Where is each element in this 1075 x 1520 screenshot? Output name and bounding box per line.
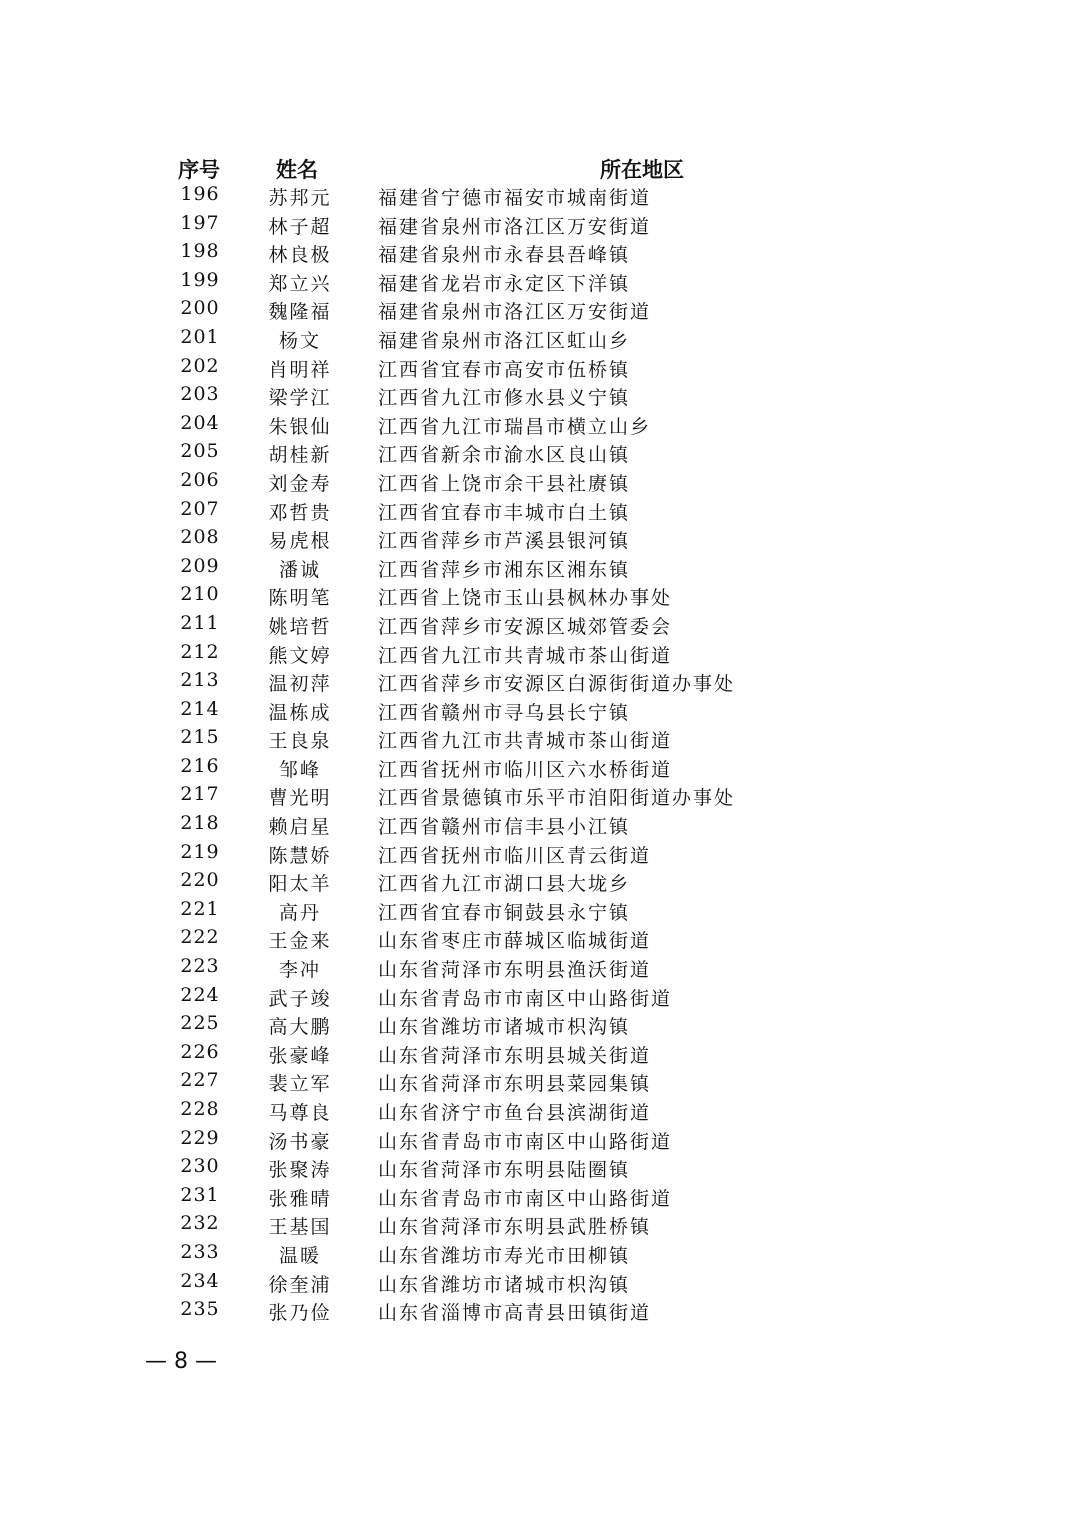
- cell-seq: 197: [180, 211, 220, 234]
- cell-name: 马尊良: [268, 1102, 332, 1124]
- table-body: [0, 181, 1075, 1325]
- cell-seq: 234: [180, 1269, 220, 1292]
- table-row: [0, 753, 1075, 782]
- table-row: [0, 724, 1075, 753]
- cell-region: 江西省宜春市高安市伍桥镇: [378, 358, 631, 381]
- cell-name: 王金来: [268, 930, 332, 953]
- cell-name: 张乃俭: [268, 1302, 332, 1325]
- cell-name: 朱银仙: [268, 415, 332, 438]
- cell-region: 江西省上饶市余干县社赓镇: [378, 472, 631, 495]
- cell-name: 肖明祥: [268, 358, 332, 381]
- cell-seq: 231: [180, 1183, 220, 1206]
- cell-region: 江西省宜春市铜鼓县永宁镇: [378, 901, 631, 924]
- cell-seq: 196: [180, 183, 220, 205]
- cell-name: 潘诚: [278, 558, 321, 581]
- cell-seq: 200: [180, 297, 220, 320]
- cell-region: 福建省泉州市洛江区万安街道: [378, 301, 652, 324]
- table-row: [0, 324, 1075, 353]
- cell-region: 山东省菏泽市东明县菜园集镇: [378, 1073, 652, 1096]
- table-row: [0, 1010, 1075, 1039]
- table-row: [0, 896, 1075, 925]
- cell-region: 福建省宁德市福安市城南街道: [378, 187, 652, 209]
- table-row: [0, 982, 1075, 1011]
- cell-seq: 213: [180, 669, 220, 692]
- cell-region: 江西省九江市共青城市茶山街道: [378, 644, 673, 667]
- cell-name: 温初萍: [268, 673, 332, 696]
- header-region: 所在地区: [600, 158, 684, 182]
- table-row: [0, 524, 1075, 553]
- table-row: [0, 181, 1075, 210]
- cell-name: 邓哲贵: [268, 501, 332, 524]
- cell-seq: 204: [180, 411, 220, 434]
- cell-name: 张雅晴: [268, 1187, 332, 1210]
- table-row: [0, 1039, 1075, 1068]
- cell-name: 陈明笔: [268, 587, 332, 610]
- table-row: [0, 839, 1075, 868]
- table-row: [0, 410, 1075, 439]
- cell-name: 裴立军: [268, 1073, 332, 1096]
- cell-region: 山东省菏泽市东明县城关街道: [378, 1044, 652, 1067]
- cell-region: 江西省九江市瑞昌市横立山乡: [378, 415, 652, 438]
- cell-seq: 201: [180, 325, 220, 348]
- cell-region: 山东省济宁市鱼台县滨湖街道: [378, 1102, 652, 1124]
- cell-seq: 202: [180, 354, 220, 377]
- cell-name: 郑立兴: [268, 272, 332, 295]
- table-row: [0, 210, 1075, 239]
- cell-seq: 219: [180, 840, 220, 863]
- cell-seq: 221: [180, 897, 220, 920]
- table-row: [0, 295, 1075, 324]
- header-name: 姓名: [276, 158, 318, 182]
- cell-region: 福建省泉州市洛江区虹山乡: [378, 329, 631, 352]
- cell-name: 赖启星: [268, 816, 332, 839]
- cell-name: 魏隆福: [268, 301, 332, 324]
- cell-name: 胡桂新: [268, 444, 332, 467]
- cell-seq: 223: [180, 955, 220, 978]
- cell-region: 江西省新余市渝水区良山镇: [378, 444, 631, 467]
- table-row: [0, 924, 1075, 953]
- cell-name: 王良泉: [268, 730, 332, 753]
- cell-region: 山东省菏泽市东明县武胜桥镇: [378, 1216, 652, 1239]
- table-row: [0, 1239, 1075, 1268]
- table-row: [0, 1296, 1075, 1325]
- table-row: [0, 867, 1075, 896]
- cell-region: 山东省潍坊市寿光市田柳镇: [378, 1244, 631, 1267]
- cell-name: 梁学江: [268, 387, 332, 410]
- cell-name: 陈慧娇: [268, 844, 332, 867]
- cell-name: 曹光明: [268, 787, 332, 810]
- table-row: [0, 1067, 1075, 1096]
- cell-seq: 215: [180, 726, 220, 749]
- cell-name: 武子竣: [268, 987, 332, 1010]
- table-row: [0, 467, 1075, 496]
- cell-region: 山东省菏泽市东明县渔沃街道: [378, 959, 652, 982]
- cell-name: 张豪峰: [268, 1044, 332, 1067]
- cell-seq: 235: [180, 1298, 220, 1321]
- cell-seq: 199: [180, 268, 220, 291]
- cell-region: 福建省龙岩市永定区下洋镇: [378, 272, 631, 295]
- table-row: [0, 496, 1075, 525]
- cell-seq: 218: [180, 812, 220, 835]
- table-row: [0, 353, 1075, 382]
- cell-seq: 211: [180, 611, 220, 634]
- cell-seq: 207: [180, 497, 220, 520]
- cell-name: 杨文: [278, 329, 321, 352]
- cell-region: 福建省泉州市洛江区万安街道: [378, 215, 652, 238]
- table-row: [0, 1096, 1075, 1125]
- cell-name: 张聚涛: [268, 1159, 332, 1182]
- cell-seq: 233: [180, 1240, 220, 1263]
- cell-region: 山东省菏泽市东明县陆圈镇: [378, 1159, 631, 1182]
- table-row: [0, 810, 1075, 839]
- cell-region: 江西省赣州市信丰县小江镇: [378, 816, 631, 839]
- table-row: [0, 696, 1075, 725]
- page-number: — 8 —: [145, 1349, 217, 1374]
- table-row: [0, 553, 1075, 582]
- cell-region: 江西省赣州市寻乌县长宁镇: [378, 701, 631, 724]
- cell-seq: 220: [180, 869, 220, 892]
- cell-name: 易虎根: [268, 530, 332, 553]
- cell-region: 江西省上饶市玉山县枫林办事处: [378, 587, 673, 610]
- cell-region: 山东省枣庄市薛城区临城街道: [378, 930, 652, 953]
- cell-name: 林子超: [268, 215, 332, 238]
- cell-seq: 208: [180, 526, 220, 549]
- cell-seq: 206: [180, 468, 220, 491]
- cell-region: 江西省萍乡市安源区城郊管委会: [378, 615, 673, 638]
- cell-region: 江西省九江市共青城市茶山街道: [378, 730, 673, 753]
- cell-name: 王基国: [268, 1216, 332, 1239]
- table-row: [0, 1268, 1075, 1297]
- table-row: [0, 667, 1075, 696]
- cell-seq: 222: [180, 926, 220, 949]
- table-row: [0, 1125, 1075, 1154]
- cell-seq: 232: [180, 1212, 220, 1235]
- cell-region: 江西省宜春市丰城市白土镇: [378, 501, 631, 524]
- table-row: [0, 781, 1075, 810]
- cell-region: 江西省萍乡市湘东区湘东镇: [378, 558, 631, 581]
- cell-region: 山东省青岛市市南区中山路街道: [378, 987, 673, 1010]
- cell-name: 林良极: [268, 244, 332, 267]
- table-row: [0, 639, 1075, 668]
- cell-name: 高大鹏: [268, 1016, 332, 1039]
- cell-seq: 209: [180, 554, 220, 577]
- cell-region: 山东省淄博市高青县田镇街道: [378, 1302, 652, 1325]
- header-seq: 序号: [178, 158, 220, 182]
- cell-seq: 210: [180, 583, 220, 606]
- cell-name: 温栋成: [268, 701, 332, 724]
- cell-region: 江西省九江市修水县义宁镇: [378, 387, 631, 410]
- table-row: [0, 381, 1075, 410]
- cell-name: 高丹: [278, 901, 321, 924]
- cell-name: 温暖: [278, 1244, 321, 1267]
- cell-name: 苏邦元: [268, 187, 332, 209]
- cell-name: 姚培哲: [268, 615, 332, 638]
- cell-seq: 212: [180, 640, 220, 663]
- cell-seq: 198: [180, 240, 220, 263]
- cell-name: 徐奎浦: [268, 1273, 332, 1296]
- cell-region: 福建省泉州市永春县吾峰镇: [378, 244, 631, 267]
- cell-region: 山东省青岛市市南区中山路街道: [378, 1130, 673, 1153]
- cell-seq: 225: [180, 1012, 220, 1035]
- cell-name: 刘金寿: [268, 472, 332, 495]
- cell-seq: 224: [180, 983, 220, 1006]
- cell-region: 山东省潍坊市诸城市枳沟镇: [378, 1273, 631, 1296]
- cell-seq: 227: [180, 1069, 220, 1092]
- cell-region: 江西省抚州市临川区青云街道: [378, 844, 652, 867]
- cell-seq: 217: [180, 783, 220, 806]
- cell-seq: 226: [180, 1040, 220, 1063]
- cell-seq: 214: [180, 697, 220, 720]
- table-row: [0, 438, 1075, 467]
- cell-region: 山东省潍坊市诸城市枳沟镇: [378, 1016, 631, 1039]
- cell-name: 阳太羊: [268, 873, 332, 896]
- table-row: [0, 1182, 1075, 1211]
- cell-name: 熊文婷: [268, 644, 332, 667]
- cell-region: 江西省萍乡市芦溪县银河镇: [378, 530, 631, 553]
- cell-seq: 203: [180, 383, 220, 406]
- cell-seq: 230: [180, 1155, 220, 1178]
- cell-seq: 216: [180, 754, 220, 777]
- cell-seq: 229: [180, 1126, 220, 1149]
- cell-name: 邹峰: [278, 758, 321, 781]
- cell-region: 江西省萍乡市安源区白源街街道办事处: [378, 673, 736, 696]
- table-header: [0, 150, 1075, 180]
- table-row: [0, 610, 1075, 639]
- cell-region: 江西省抚州市临川区六水桥街道: [378, 758, 673, 781]
- table-row: [0, 581, 1075, 610]
- table-row: [0, 1153, 1075, 1182]
- cell-name: 李冲: [278, 959, 321, 982]
- cell-name: 汤书豪: [268, 1130, 332, 1153]
- cell-region: 山东省青岛市市南区中山路街道: [378, 1187, 673, 1210]
- cell-region: 江西省九江市湖口县大垅乡: [378, 873, 631, 896]
- table-row: [0, 267, 1075, 296]
- cell-region: 江西省景德镇市乐平市洎阳街道办事处: [378, 787, 736, 810]
- cell-seq: 205: [180, 440, 220, 463]
- table-row: [0, 953, 1075, 982]
- table-row: [0, 1210, 1075, 1239]
- cell-seq: 228: [180, 1098, 220, 1120]
- table-row: [0, 238, 1075, 267]
